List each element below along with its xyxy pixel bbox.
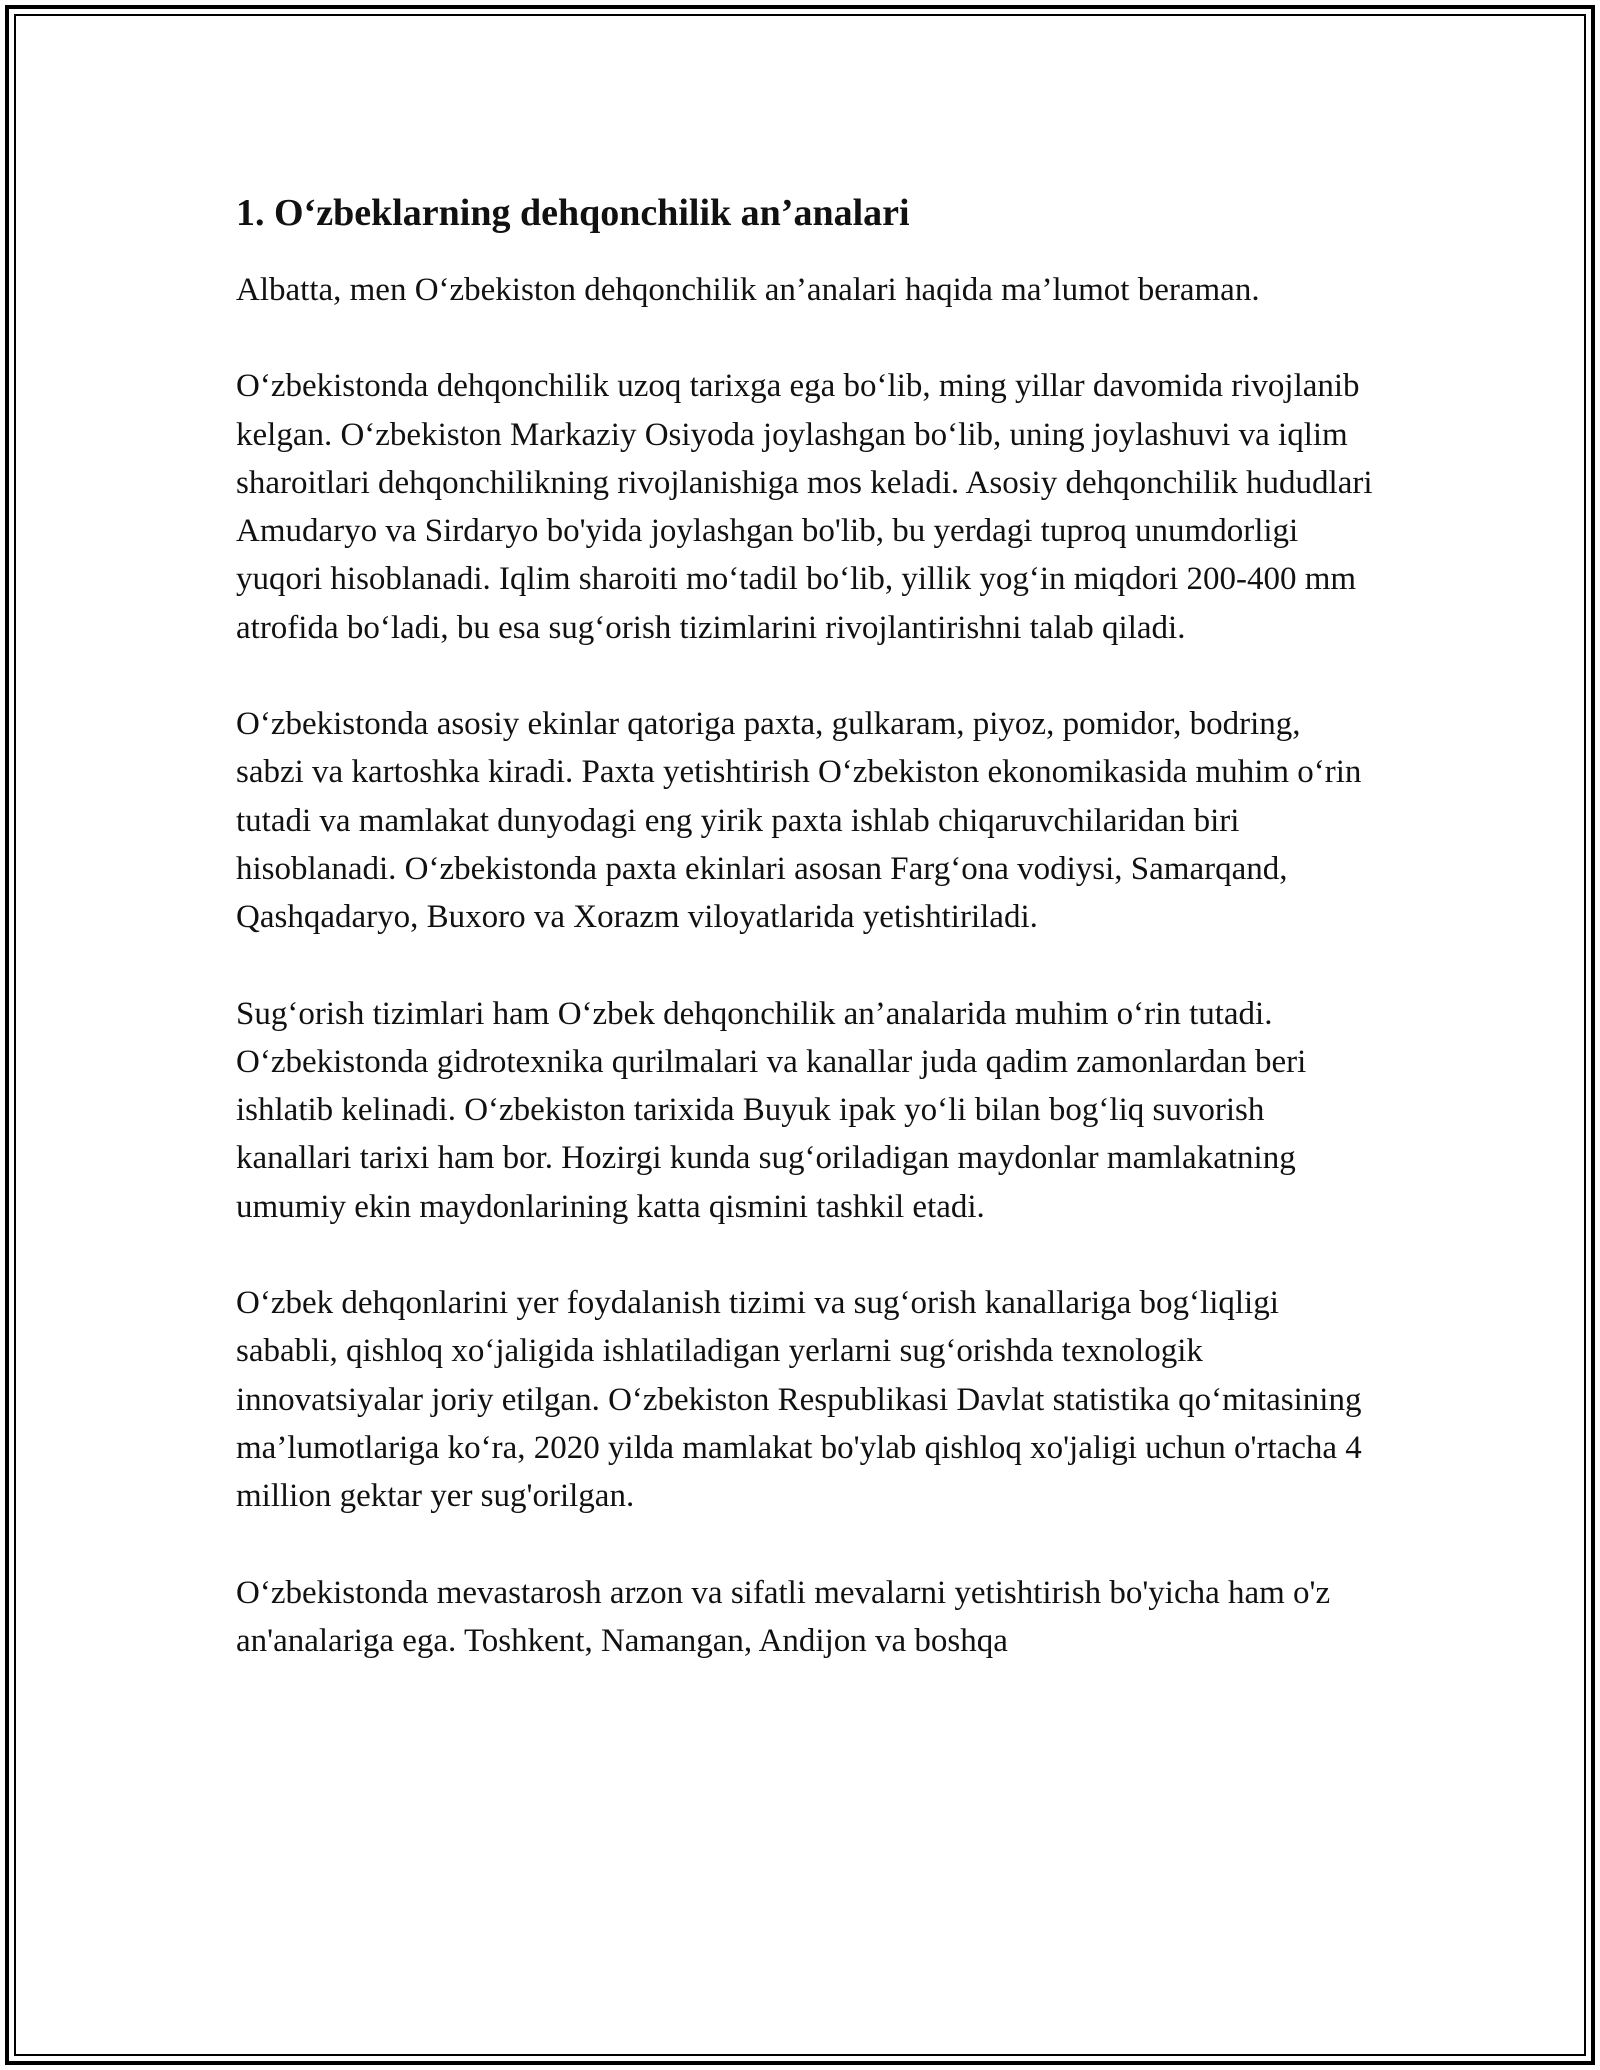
section-heading: 1. O‘zbeklarning dehqonchilik an’analari: [236, 192, 910, 234]
paragraph-land-use: O‘zbek dehqonlarini yer foydalanish tizimi va sug‘orish kanallariga bog‘liqligi sababli, qishloq xo‘jaligida ishlatiladigan yerlarni sug‘orishda texnologik innovatsiyalar joriy etilgan. O‘zbekiston Respublikasi Davlat statistika qo‘mitasining ma’lumotlariga ko‘ra, 2020 yilda mamlakat bo'ylab qishloq xo'jaligi uchun o'rtacha 4 million gektar yer sug'orilgan.: [236, 1285, 1362, 1515]
paragraph-fruit: O‘zbekistonda mevastarosh arzon va sifatli mevalarni yetishtirish bo'yicha ham o'z an'analariga ega. Toshkent, Namangan, Andijon va boshqa: [236, 1574, 1331, 1659]
paragraph-irrigation: Sug‘orish tizimlari ham O‘zbek dehqonchilik an’analarida muhim o‘rin tutadi. O‘zbekistonda gidrotexnika qurilmalari va kanallar juda qadim zamonlardan beri ishlatib kelinadi. O‘zbekiston tarixida Buyuk ipak yo‘li bilan bog‘liq suvorish kanallari tarixi ham bor. Hozirgi kunda sug‘oriladigan maydonlar mamlakatning umumiy ekin maydonlarining katta qismini tashkil etadi.: [236, 995, 1307, 1225]
paragraph-history: O‘zbekistonda dehqonchilik uzoq tarixga ega bo‘lib, ming yillar davomida rivojlanib kelgan. O‘zbekiston Markaziy Osiyoda joylashgan bo‘lib, uning joylashuvi va iqlim sharoitlari dehqonchilikning rivojlanishiga mos keladi. Asosiy dehqonchilik hududlari Amudaryo va Sirdaryo bo'yida joylashgan bo'lib, bu yerdagi tuproq unumdorligi yuqori hisoblanadi. Iqlim sharoiti mo‘tadil bo‘lib, yillik yog‘in miqdori 200-400 mm atrofida bo‘ladi, bu esa sug‘orish tizimlarini rivojlantirishni talab qiladi.: [236, 368, 1373, 646]
document-body: [236, 188, 1376, 1713]
paragraph-intro: Albatta, men O‘zbekiston dehqonchilik an’analari haqida ma’lumot beraman.: [236, 272, 1260, 308]
paragraph-crops: O‘zbekistonda asosiy ekinlar qatoriga paxta, gulkaram, piyoz, pomidor, bodring, sabzi va kartoshka kiradi. Paxta yetishtirish O‘zbekiston ekonomikasida muhim o‘rin tutadi va mamlakat dunyodagi eng yirik paxta ishlab chiqaruvchilaridan biri hisoblanadi. O‘zbekistonda paxta ekinlari asosan Farg‘ona vodiysi, Samarqand, Qashqadaryo, Buxoro va Xorazm viloyatlarida yetishtiriladi.: [236, 706, 1362, 936]
